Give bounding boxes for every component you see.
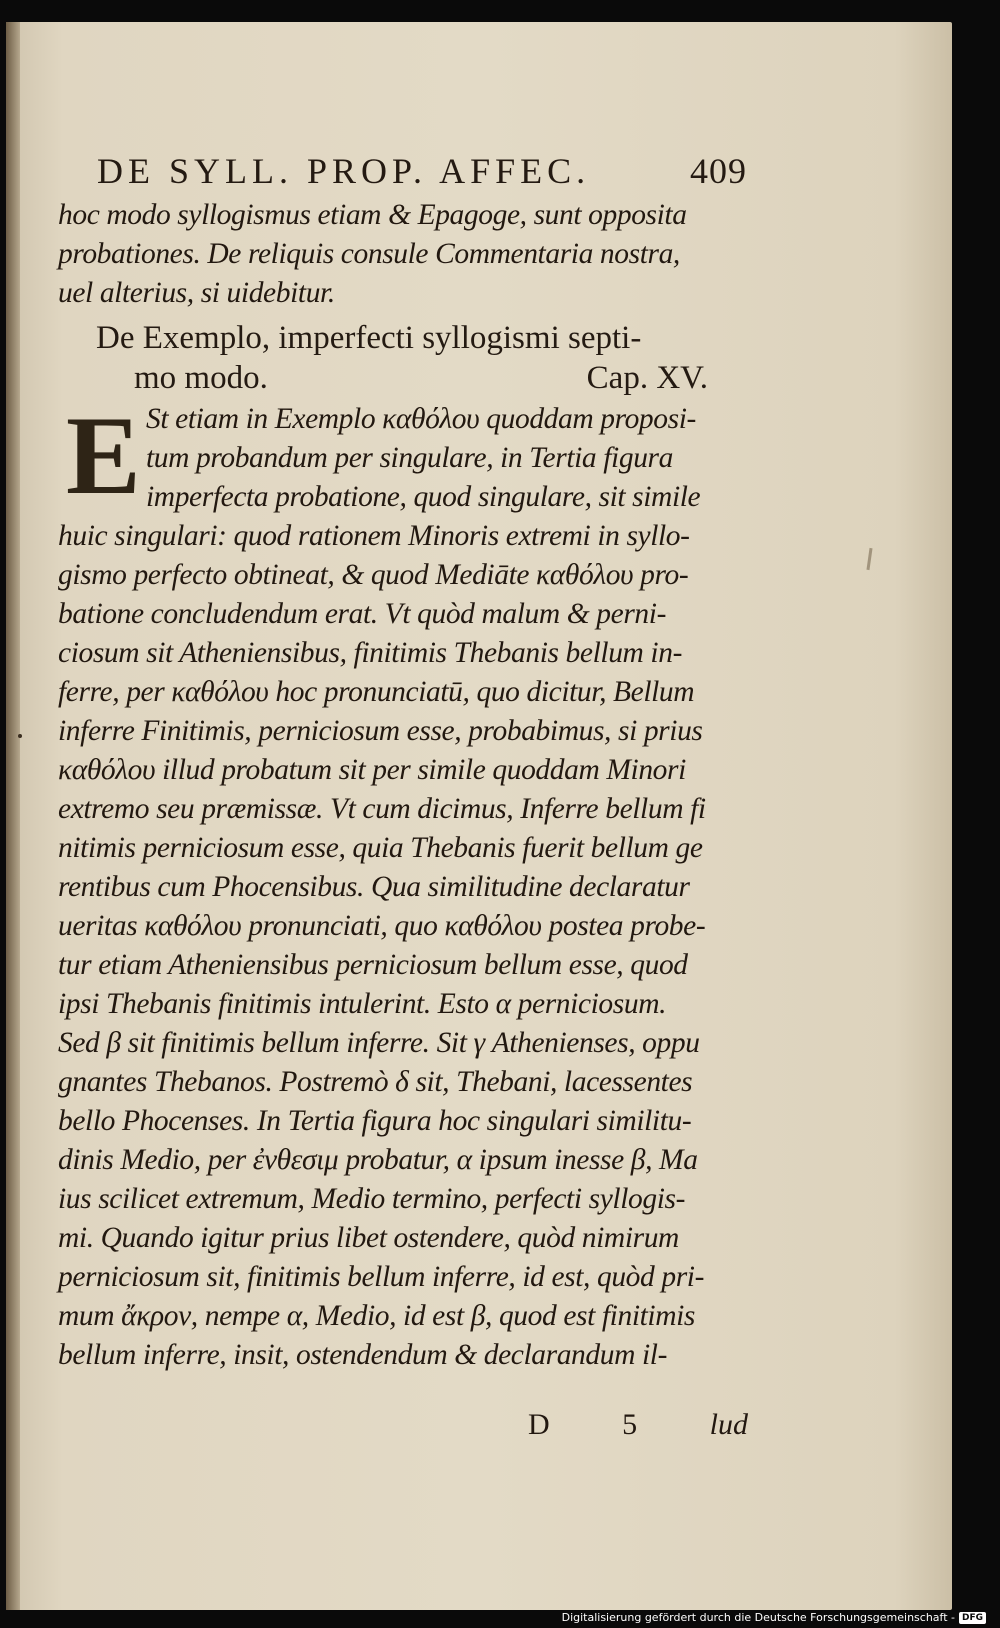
chapter-title-line-2-row bbox=[96, 358, 736, 398]
text-line: bello Phocenses. In Tertia figura hoc singulari similitu- bbox=[58, 1105, 692, 1137]
text-line: ius scilicet extremum, Medio termino, perfecti syllogis- bbox=[58, 1183, 685, 1215]
text-line: dinis Medio, per ἐνθεσιμ probatur, α ipsum inesse β, Ma bbox=[58, 1144, 698, 1176]
text-line: uel alterius, si uidebitur. bbox=[58, 277, 335, 309]
text-line: ueritas καθόλου pronunciati, quo καθόλου postea probe- bbox=[58, 910, 706, 942]
intro-paragraph bbox=[58, 196, 758, 313]
catchline bbox=[528, 1408, 748, 1442]
text-line: Sed β sit finitimis bellum inferre. Sit γ Athenienses, oppu bbox=[58, 1027, 700, 1059]
text-line: imperfecta probatione, quod singulare, sit simile bbox=[146, 481, 701, 513]
ink-speck bbox=[18, 734, 22, 738]
signature-number: 5 bbox=[622, 1408, 638, 1441]
text-line: extremo seu præmissæ. Vt cum dicimus, Inferre bellum fi bbox=[58, 793, 706, 825]
text-line: batione concludendum erat. Vt quòd malum & perni- bbox=[58, 598, 666, 630]
page-gutter-shadow bbox=[6, 22, 20, 1610]
text-line: mi. Quando igitur prius libet ostendere, quòd nimirum bbox=[58, 1222, 679, 1254]
chapter-title-line-2: mo modo. bbox=[134, 360, 268, 396]
text-line: hoc modo syllogismus etiam & Epagoge, sunt opposita bbox=[58, 199, 687, 231]
chapter-heading bbox=[96, 318, 736, 398]
text-line: inferre Finitimis, perniciosum esse, probabimus, si prius bbox=[58, 715, 703, 747]
text-line: tum probandum per singulare, in Tertia figura bbox=[146, 442, 673, 474]
signature-mark: D bbox=[528, 1408, 550, 1441]
text-line: huic singulari: quod rationem Minoris extremi in syllo- bbox=[58, 520, 690, 552]
chapter-body bbox=[58, 394, 758, 1375]
text-line: probationes. De reliquis consule Commentaria nostra, bbox=[58, 238, 680, 270]
credit-text: Digitalisierung gefördert durch die Deutsche Forschungsgemeinschaft - bbox=[561, 1611, 955, 1624]
text-line: bellum inferre, insit, ostendendum & declarandum il- bbox=[58, 1339, 667, 1371]
decorated-initial: E bbox=[66, 394, 141, 518]
text-line: rentibus cum Phocensibus. Qua similitudine declaratur bbox=[58, 871, 690, 903]
chapter-title-line-1: De Exemplo, imperfecti syllogismi septi- bbox=[96, 320, 642, 356]
text-line: ciosum sit Atheniensibus, finitimis Thebanis bellum in- bbox=[58, 637, 682, 669]
running-head-title: DE SYLL. PROP. AFFEC. bbox=[97, 151, 591, 191]
dfg-logo-icon: DFG bbox=[959, 1612, 986, 1624]
text-line: ipsi Thebanis finitimis intulerint. Esto α perniciosum. bbox=[58, 988, 667, 1020]
text-line: gnantes Thebanos. Postremò δ sit, Thebani, lacessentes bbox=[58, 1066, 693, 1098]
text-line: St etiam in Exemplo καθόλου quoddam proposi- bbox=[146, 403, 696, 435]
text-line: mum ἄκρον, nempe α, Medio, id est β, quod est finitimis bbox=[58, 1300, 695, 1332]
running-head bbox=[97, 150, 747, 192]
text-line: perniciosum sit, finitimis bellum inferre, id est, quòd pri- bbox=[58, 1261, 705, 1293]
text-line: tur etiam Atheniensibus perniciosum bellum esse, quod bbox=[58, 949, 688, 981]
catchword: lud bbox=[709, 1408, 748, 1441]
chapter-label: Cap. XV. bbox=[586, 360, 708, 396]
text-line: gismo perfecto obtineat, & quod Mediāte καθόλου pro- bbox=[58, 559, 689, 591]
text-line: καθόλου illud probatum sit per simile quoddam Minori bbox=[58, 754, 686, 786]
page-number: 409 bbox=[690, 151, 747, 191]
text-line: ferre, per καθόλου hoc pronunciatū, quo dicitur, Bellum bbox=[58, 676, 695, 708]
digitization-credit bbox=[562, 1611, 986, 1624]
text-line: nitimis perniciosum esse, quia Thebanis fuerit bellum ge bbox=[58, 832, 703, 864]
